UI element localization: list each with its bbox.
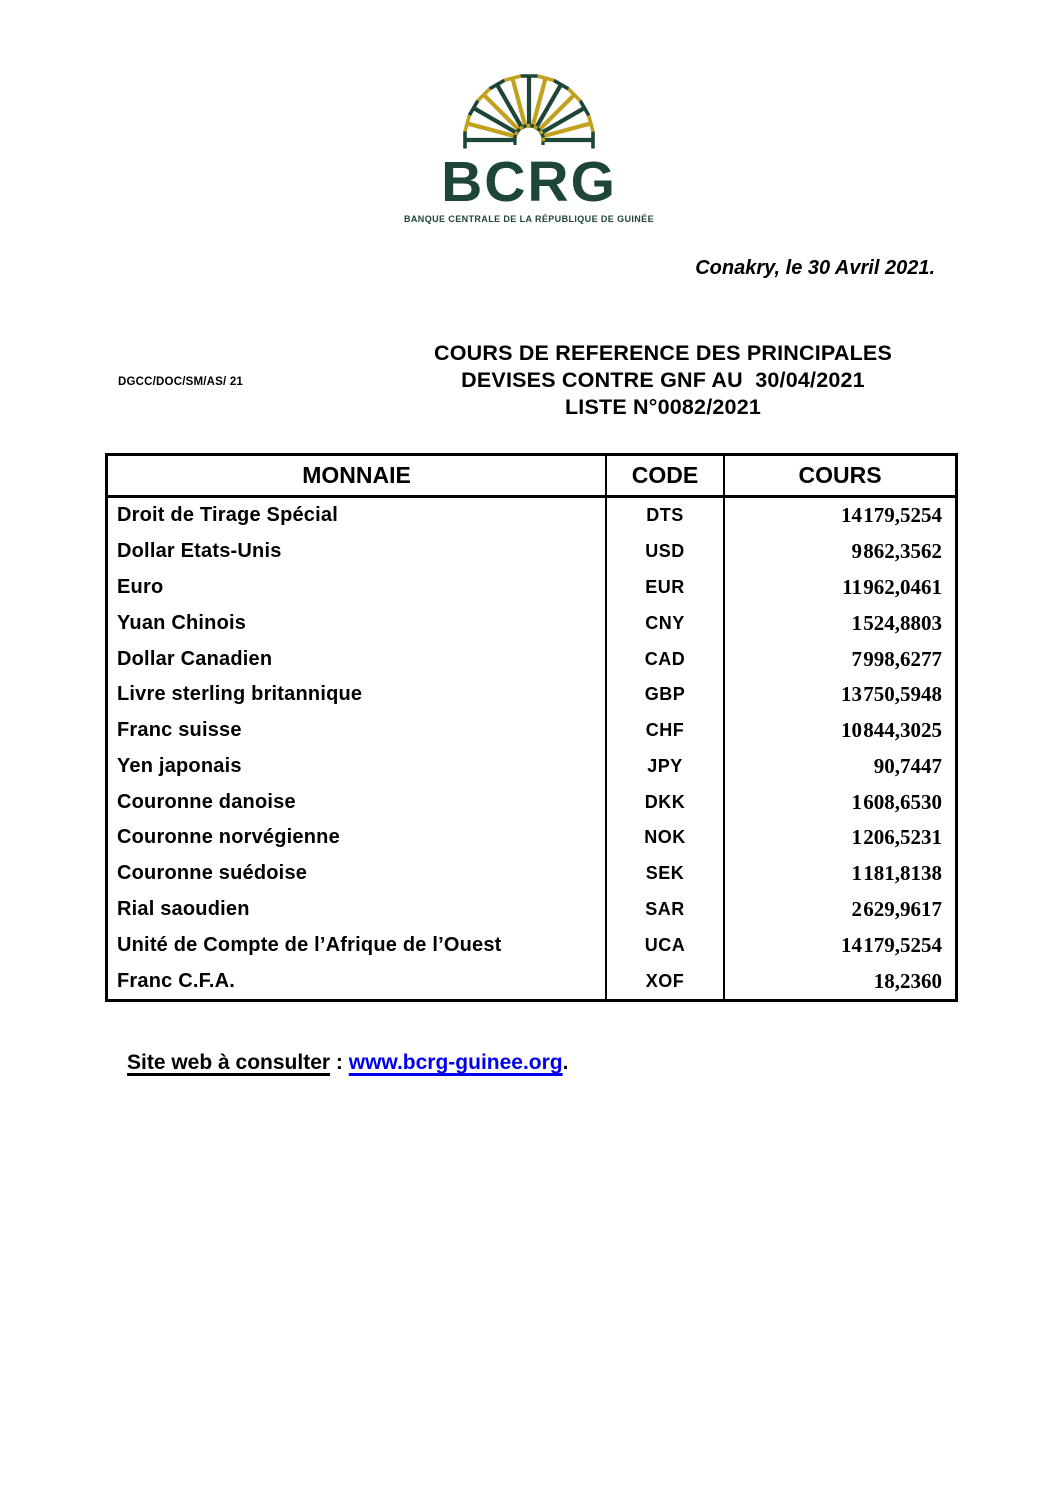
table-row: [108, 963, 955, 999]
table-row: [108, 820, 955, 856]
currency-name: Dollar Canadien: [108, 641, 607, 677]
table-row: [108, 713, 955, 749]
currency-rate: 2 629,9617: [851, 896, 942, 921]
header-monnaie: MONNAIE: [108, 456, 607, 495]
currency-code: UCA: [607, 927, 725, 963]
table-row: [108, 677, 955, 713]
document-reference: DGCC/DOC/SM/AS/ 21: [118, 376, 244, 388]
currency-rate: 90,7447: [873, 753, 942, 778]
table-row: [108, 605, 955, 641]
currency-rate: 1 524,8803: [851, 610, 942, 635]
logo-acronym: BCRG: [441, 150, 617, 214]
table-row: [108, 534, 955, 570]
currency-code: GBP: [607, 677, 725, 713]
currency-rate: 14 179,5254: [841, 932, 942, 957]
currency-code: CAD: [607, 641, 725, 677]
dateline: Conakry, le 30 Avril 2021.: [695, 257, 935, 279]
header-cours: COURS: [798, 462, 882, 488]
currency-code: XOF: [607, 963, 725, 999]
website-link[interactable]: www.bcrg-guinee.org: [348, 1051, 563, 1074]
currency-rate: 1 206,5231: [851, 825, 942, 850]
currency-name: Dollar Etats-Unis: [108, 534, 607, 570]
currency-rate: 10 844,3025: [841, 718, 942, 743]
footer-separator: :: [330, 1051, 349, 1074]
currency-rate: 7 998,6277: [851, 646, 942, 671]
currency-name: Rial saoudien: [108, 892, 607, 928]
table-row: [108, 784, 955, 820]
currency-rate: 9 862,3562: [851, 539, 942, 564]
currency-code: USD: [607, 534, 725, 570]
table-row: [108, 498, 955, 534]
document-title: [363, 340, 963, 421]
currency-name: Euro: [108, 570, 607, 606]
currency-rate: 11 962,0461: [842, 574, 942, 599]
bcrg-logo: [399, 72, 659, 224]
currency-code: SEK: [607, 856, 725, 892]
table-row: [108, 856, 955, 892]
exchange-rates-table: [105, 453, 958, 1002]
currency-code: NOK: [607, 820, 725, 856]
currency-code: EUR: [607, 570, 725, 606]
title-line-1: COURS DE REFERENCE DES PRINCIPALES: [434, 341, 892, 365]
currency-code: SAR: [607, 892, 725, 928]
footer: [127, 1051, 568, 1075]
currency-code: DKK: [607, 784, 725, 820]
table-row: [108, 927, 955, 963]
currency-name: Couronne suédoise: [108, 856, 607, 892]
currency-name: Droit de Tirage Spécial: [108, 498, 607, 534]
currency-rate: 14 179,5254: [841, 503, 942, 528]
currency-rate: 13 750,5948: [841, 682, 942, 707]
currency-name: Franc C.F.A.: [108, 963, 607, 999]
currency-name: Livre sterling britannique: [108, 677, 607, 713]
table-row: [108, 641, 955, 677]
table-row: [108, 570, 955, 606]
table-header-row: [108, 456, 955, 498]
logo-tagline: BANQUE CENTRALE DE LA RÉPUBLIQUE DE GUINÉE: [404, 214, 654, 224]
title-line-2: DEVISES CONTRE GNF AU 30/04/2021: [461, 368, 865, 392]
trumpet-fan-icon: [444, 72, 614, 152]
currency-code: CHF: [607, 713, 725, 749]
table-row: [108, 748, 955, 784]
currency-name: Franc suisse: [108, 713, 607, 749]
currency-name: Couronne norvégienne: [108, 820, 607, 856]
footer-period: .: [562, 1051, 569, 1074]
currency-code: CNY: [607, 605, 725, 641]
currency-code: DTS: [607, 498, 725, 534]
currency-code: JPY: [607, 748, 725, 784]
title-line-3: LISTE N°0082/2021: [564, 395, 762, 419]
header-code: CODE: [607, 456, 725, 495]
rates-table-body: [108, 498, 955, 999]
currency-rate: 1 608,6530: [851, 789, 942, 814]
currency-name: Yuan Chinois: [108, 605, 607, 641]
currency-rate: 18,2360: [873, 968, 942, 993]
currency-rate: 1 181,8138: [851, 861, 942, 886]
currency-name: Couronne danoise: [108, 784, 607, 820]
table-row: [108, 892, 955, 928]
currency-name: Yen japonais: [108, 748, 607, 784]
currency-name: Unité de Compte de l’Afrique de l’Ouest: [108, 927, 607, 963]
footer-label: Site web à consulter: [127, 1051, 331, 1074]
